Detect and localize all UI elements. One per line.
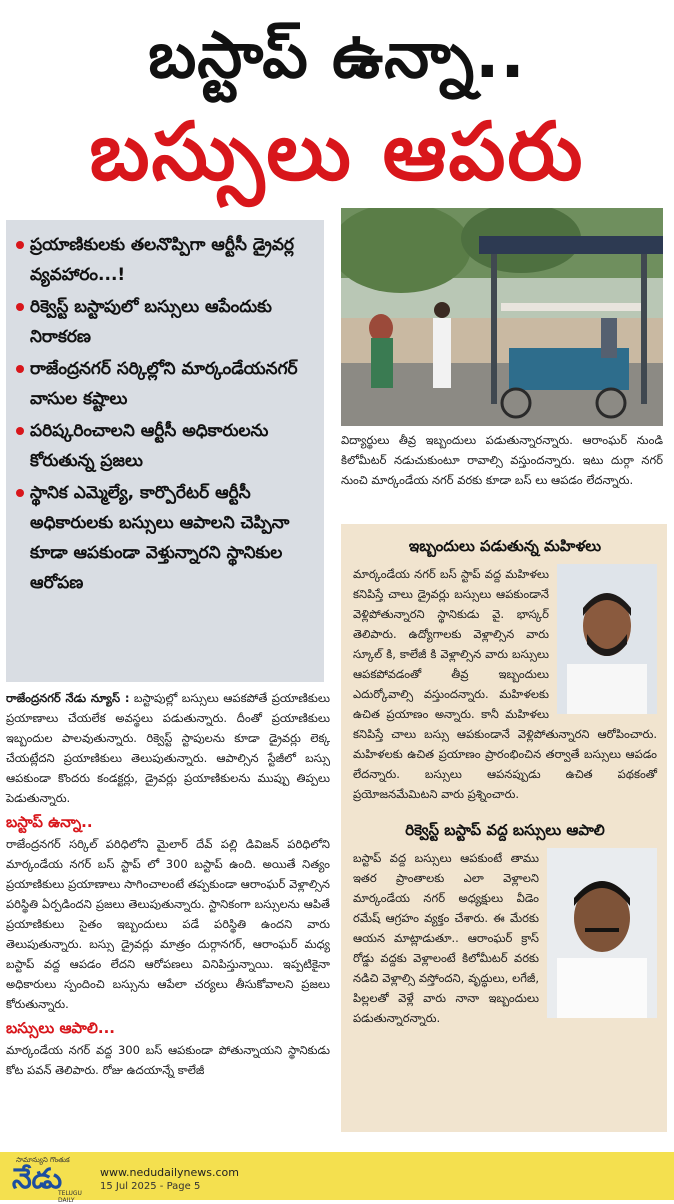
headline-line-1: బస్టాప్ ఉన్నా.. bbox=[148, 19, 526, 93]
bullet-dot-icon bbox=[16, 303, 24, 311]
highlight-text: పరిష్కరించాలని ఆర్టీసీ అధికారులను కోరుతున్న ప్రజలు bbox=[30, 421, 269, 471]
news-story bbox=[6, 688, 330, 1150]
story-paragraph: మార్కండేయ నగర్ వద్ద 300 బస్ ఆపకుండా పోతున్నాయని స్థానికుడు కోట పవన్ తెలిపారు. రోజు ఉదయాన్నే కాలేజీ bbox=[6, 1043, 330, 1077]
photo-caption: విద్యార్థులు తీవ్ర ఇబ్బందులు పడుతున్నారన్నారు. ఆరాంఘర్ నుండి కిలోమీటర్ నడుచుకుంటూ రావాల్సి వస్తుందన్నారు. ఇటు దుర్గా నగర్ నుంచి మార్కండేయ నగర్ వరకు కూడా బస్ లు ఆపడం లేదన్నారు. bbox=[341, 433, 663, 487]
box-heading: ఇబ్బందులు పడుతున్న మహిళలు bbox=[408, 537, 602, 555]
bullet-dot-icon bbox=[16, 489, 24, 497]
highlight-text: ప్రయాణికులకు తలనొప్పిగా ఆర్టీసీ డ్రైవర్ల వ్యవహారం...! bbox=[30, 235, 294, 285]
headline-line-2: బస్సులు ఆపరు bbox=[89, 105, 585, 198]
bullet-dot-icon bbox=[16, 241, 24, 249]
highlight-text: స్థానిక ఎమ్మెల్యే, కార్పొరేటర్ ఆర్టీసీ అధికారులకు బస్సులు ఆపాలని చెప్పినా కూడా ఆపకుండా వెళ్తున్నారని స్థానికుల ఆరోపణ bbox=[30, 483, 290, 593]
box-paragraph: బస్టాప్ వద్ద బస్సులు ఆపకుంటే తాము ఇతర ప్రాంతాలకు ఎలా వెళ్లాలని మార్కండేయ నగర్ అధ్యక్షులు వీడెం రమేష్ ఆగ్రహం వ్యక్తం చేశారు. ఈ మేరకు ఆయన మాట్లాడుతూ.. ఆరాంఘర్ క్రాస్ రోడ్డు వద్దకు వెళ్లాలంటే కిలోమీటర్ వరకు నడిచి వెళ్లాల్సి వస్తోందని, వృద్ధులు, లగేజీ, పిల్లలతో వెళ్లే వారు నానా ఇబ్బందులు పడుతున్నారన్నారు. bbox=[353, 851, 539, 1025]
newspaper-logo bbox=[8, 1156, 92, 1204]
highlights-box bbox=[6, 220, 324, 682]
story-paragraph: రాజేంద్రనగర్ సర్కిల్ పరిధిలోని మైలార్ దేవ్ పల్లి డివిజన్ పరిధిలోని మార్కండేయ నగర్ బస్ స్టాప్ లో 300 బస్టాప్ ఉంది. అయితే నిత్యం ప్రయాణికులు ప్రయాణాలు సాగించాలంటే తప్పకుండా ఆరాంఘర్ వెళ్లాల్సిన పరిస్థితి ఏర్పడిందని ప్రజలు తెలుపుతున్నారు. స్టానికంగా బస్సులను ఆపితే ప్రయాణికులు సైతం ఇబ్బందులు పడే పరిస్థితి ఉందని వారు తెలుపుతున్నారు. బస్సు డ్రైవర్లు మాత్రం దుర్గానగర్, ఆరాంఘర్ మధ్య బస్టాప్ వద్ద ఆపడం లేదని ఆరోపణలు వినిపిస్తున్నాయి. ఇప్పటికైనా అధికారులు స్పందించి బస్సును ఆపేలా చర్యలు తీసుకోవాలని ప్రజలు కోరుతున్నారు. bbox=[6, 837, 330, 1011]
highlight-item bbox=[16, 230, 316, 290]
story-paragraph bbox=[6, 688, 330, 808]
box-paragraph: మార్కండేయ నగర్ బస్ స్టాప్ వద్ద మహిళలు కనిపిస్తే చాలు డ్రైవర్లు బస్సులు ఆపకుండానే వెళ్లిపోతున్నారని స్థానికుడు వై. భాస్కర్ తెలిపారు. ఉద్యోగాలకు వెళ్లాల్సిన వారు స్కూల్ కి, కాలేజీ కి వెళ్లాల్సిన వారు బస్సులు ఆపకపోవడంతో తీవ్ర ఇబ్బందులు ఎదుర్కోవాల్సి వస్తుందన్నారు. మహిళలకు ఉచిత ప్రయాణం అన్నారు. కానీ మహిళలు కనిపిస్తే చాలు బస్సు ఆపకుండానే వెళ్లిపోతున్నారని ఆరోపించారు. మహిళలకు ఉచిత ప్రయాణం ప్రారంభించిన తర్వాతే బస్సులు ఆపడం లేదన్నారు. బస్సులు ఆపనప్పుడు ఉచిత పథకంతో ప్రయోజనమేమిటని వారు ప్రశ్నించారు. bbox=[353, 567, 657, 801]
footer-bar bbox=[0, 1152, 674, 1204]
story-text: బస్టాపుల్లో బస్సులు ఆపకపోతే ప్రయాణికులు ప్రయాణాలు చేయలేక అవస్థలు పడుతున్నారు. దీంతో ప్రయాణికులు ఇబ్బందుల పాలవుతున్నారు. రిక్వెస్ట్ స్టాపులను కూడా డ్రైవర్లు లెక్క చేయట్లేదని ప్రయాణికులు తెలుపుతున్నారు. ఆపాల్సిన స్టేజీలో బస్సు ఆపకుండా కొందరు కండక్టర్లు, డ్రైవర్లు ప్రయాణికులను ముప్పు తిప్పలు పెడుతున్నారు. bbox=[6, 691, 330, 805]
highlight-text: రిక్వెస్ట్ బస్టాపులో బస్సులు ఆపేందుకు నిరాకరణ bbox=[30, 297, 272, 347]
box-section bbox=[353, 564, 657, 804]
side-story-box bbox=[341, 524, 667, 1132]
box-heading: రిక్వెస్ట్ బస్టాప్ వద్ద బస్సులు ఆపాలి bbox=[405, 821, 605, 839]
logo-tagline: సామాన్యుని గొంతుక bbox=[16, 1156, 70, 1164]
highlight-item bbox=[16, 292, 316, 352]
person-photo bbox=[557, 564, 657, 720]
highlight-item bbox=[16, 354, 316, 414]
logo-subtitle: TELUGU DAILY bbox=[58, 1190, 82, 1204]
bullet-dot-icon bbox=[16, 365, 24, 373]
highlight-item bbox=[16, 416, 316, 476]
date-page: 15 Jul 2025 - Page 5 bbox=[100, 1181, 201, 1192]
highlight-text: రాజేంద్రనగర్ సర్కిల్లోని మార్కండేయనగర్ వాసుల కష్టాలు bbox=[30, 359, 298, 409]
subheading: బస్సులు ఆపాలి... bbox=[6, 1019, 115, 1037]
person-photo bbox=[547, 848, 657, 1024]
bullet-dot-icon bbox=[16, 427, 24, 435]
website-link[interactable]: www.nedudailynews.com bbox=[100, 1166, 239, 1179]
box-section bbox=[353, 848, 657, 1028]
bus-stop-photo bbox=[341, 208, 663, 426]
subheading: బస్టాప్ ఉన్నా.. bbox=[6, 813, 93, 831]
logo-text: నేడు bbox=[12, 1162, 63, 1195]
highlight-item bbox=[16, 478, 316, 598]
dateline: రాజేంద్రనగర్ నేడు న్యూస్ : bbox=[6, 691, 130, 705]
